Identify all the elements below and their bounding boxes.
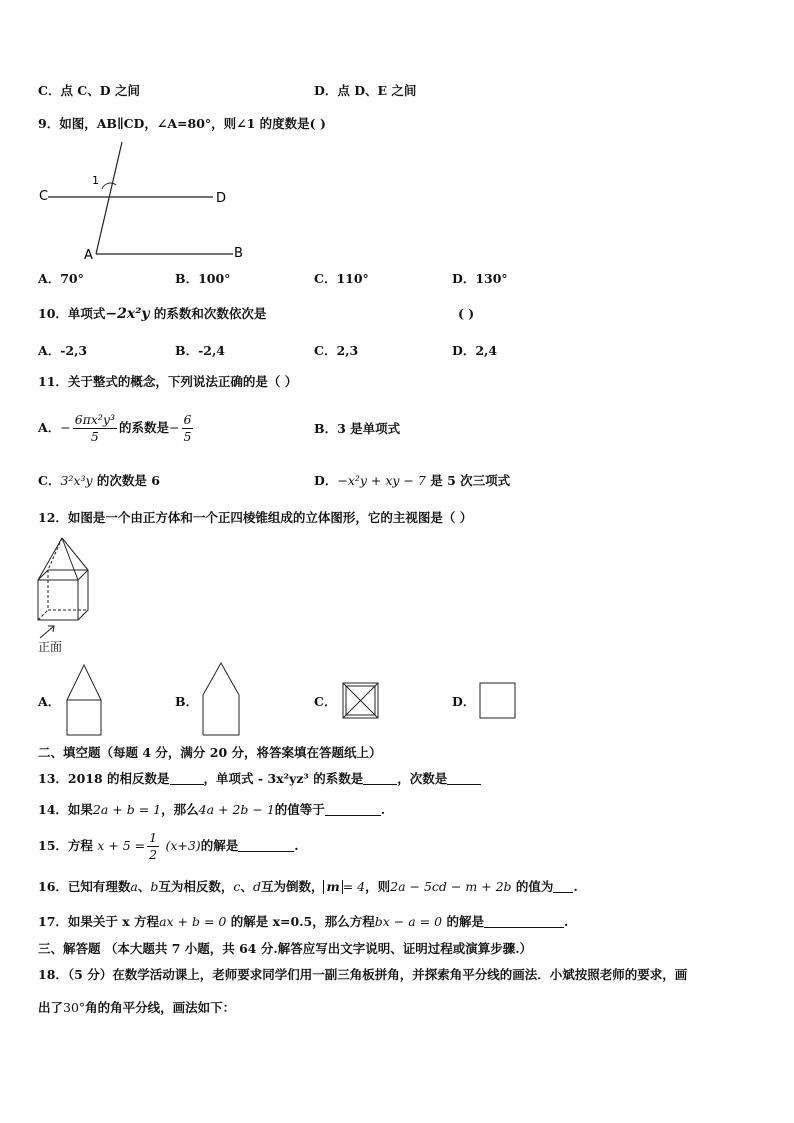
q16-var-c: c xyxy=(233,879,241,894)
q11-d-label: D． xyxy=(314,473,338,488)
q11-option-c xyxy=(38,473,160,489)
q11-option-d xyxy=(314,473,510,489)
q18-line-1: 18．（5 分）在数学活动课上，老师要求同学们用一副三角板拼角，并探索角平分线的画法．小斌按照老师的要求，画 xyxy=(38,967,688,982)
q11-a-numerator2: 6 xyxy=(183,412,192,427)
q16-text-3: 互为倒数， xyxy=(260,879,324,894)
q16-text-1: 16．已知有理数 xyxy=(38,879,131,894)
q9-label-d: D xyxy=(216,191,227,206)
q15-denominator: 2 xyxy=(149,847,158,862)
q16-sep-2: 、 xyxy=(240,879,253,894)
q13 xyxy=(38,771,481,787)
q17 xyxy=(38,914,568,930)
q10-answer-paren: ( ) xyxy=(458,306,475,321)
q11-a-label: A． xyxy=(38,420,61,435)
q8-option-c: C．点 C、D 之间 xyxy=(38,83,140,98)
q11-a-fraction2 xyxy=(182,412,194,445)
q15 xyxy=(38,828,299,864)
q11-d-expression: −x²y + xy − 7 xyxy=(337,473,426,488)
q10-prefix: 10．单项式 xyxy=(38,306,106,321)
q18-line-2 xyxy=(38,1000,235,1016)
q16-var-b: b xyxy=(150,879,159,894)
q13-text-1: 13．2018 的相反数是 xyxy=(38,771,170,786)
q16-abs-m: m xyxy=(323,880,342,894)
q10-suffix: 的系数和次数依次是 xyxy=(153,306,267,321)
q16-sep-1: 、 xyxy=(137,879,151,894)
q17-blank[interactable] xyxy=(484,915,564,928)
q11-option-a xyxy=(38,408,195,448)
q15-expression-1: x + 5 = xyxy=(97,838,146,853)
q15-blank[interactable] xyxy=(238,839,294,852)
q10-option-d: D．2,4 xyxy=(452,343,498,358)
q11-stem: 11．关于整式的概念，下列说法正确的是（ ） xyxy=(38,374,298,389)
q15-text-1: 15．方程 xyxy=(38,838,93,853)
q10-option-b: B．-2,4 xyxy=(175,343,226,358)
q11-c-label: C． xyxy=(38,473,61,488)
q12-stem: 12．如图是一个由正方体和一个正四棱锥组成的立体图形，它的主视图是（ ） xyxy=(38,510,473,525)
q12-option-c-label: C． xyxy=(314,694,337,709)
q17-expression-1: ax + b = 0 xyxy=(159,914,227,929)
q11-a-minus: − xyxy=(60,420,71,435)
q9-option-d: D．130° xyxy=(452,271,508,286)
q15-numerator: 1 xyxy=(149,830,158,845)
q9-option-a: A．70° xyxy=(38,271,84,286)
q11-c-expression: 3²x³y xyxy=(60,473,93,488)
q17-text-2: 的解是 x=0.5，那么方程 xyxy=(230,914,375,929)
q14-expression-2: 4a + 2b − 1 xyxy=(198,802,275,817)
section-3-heading: 三、解答题 （本大题共 7 小题，共 64 分.解答应写出文字说明、证明过程或演算步骤.） xyxy=(38,941,533,956)
q14 xyxy=(38,802,385,818)
q10-expression: −2x²y xyxy=(105,306,150,322)
q15-text-2: 的解是 xyxy=(200,838,239,853)
q16-var-d: d xyxy=(252,879,261,894)
q17-expression-2: bx − a = 0 xyxy=(374,914,443,929)
q11-a-denominator: 5 xyxy=(90,429,99,444)
q16 xyxy=(38,879,578,895)
q12-option-d-figure xyxy=(478,681,518,721)
q12-option-a-label: A． xyxy=(38,694,61,709)
q9-label-b: B xyxy=(234,246,243,261)
q14-period: . xyxy=(380,802,386,817)
q12-front-label: 正面 xyxy=(38,640,63,654)
q9-label-c: C xyxy=(39,189,49,204)
q11-a-denominator2: 5 xyxy=(183,429,192,444)
q14-expression-1: 2a + b = 1 xyxy=(92,802,162,817)
q15-period: . xyxy=(294,838,299,853)
q16-period: . xyxy=(573,879,578,894)
q15-expression-2: (x+3) xyxy=(165,838,201,853)
q12-solid-figure xyxy=(34,534,94,656)
q13-blank-1[interactable] xyxy=(170,772,204,785)
q16-blank[interactable] xyxy=(553,880,573,893)
q16-text-2: 互为相反数， xyxy=(158,879,234,894)
q14-text-3: 的值等于 xyxy=(274,802,325,817)
q16-expression-1: = 4 xyxy=(342,879,366,894)
q17-text-1: 17．如果关于 x 方程 xyxy=(38,914,160,929)
q10-option-c: C．2,3 xyxy=(314,343,359,358)
q9-label-1: 1 xyxy=(92,174,99,187)
q13-blank-2[interactable] xyxy=(363,772,397,785)
q9-figure xyxy=(30,135,260,265)
q12-option-c-figure xyxy=(341,681,381,721)
q13-text-3: ，次数是 xyxy=(397,771,448,786)
q12-option-a-figure xyxy=(64,662,104,738)
q16-text-5: 的值为 xyxy=(515,879,554,894)
q18-line-2-prefix: 出了 xyxy=(38,1000,64,1015)
section-2-heading: 二、填空题（每题 4 分，满分 20 分，将答案填在答题纸上） xyxy=(38,745,382,760)
q9-stem: 9．如图，AB∥CD，∠A=80°，则∠1 的度数是( ) xyxy=(38,116,326,131)
q10-option-a: A．-2,3 xyxy=(38,343,88,358)
q11-a-fraction xyxy=(73,412,117,445)
q14-blank[interactable] xyxy=(325,803,381,816)
q11-c-text: 的次数是 6 xyxy=(96,473,160,488)
q11-a-minus2: − xyxy=(169,420,180,435)
q13-text-2: ，单项式 - 3x²yz³ 的系数是 xyxy=(203,771,364,786)
q8-option-d: D．点 D、E 之间 xyxy=(314,83,417,98)
q18-line-2-suffix: 角的角平分线，画法如下： xyxy=(85,1000,236,1015)
q17-text-3: 的解是 xyxy=(446,914,484,929)
q9-option-b: B．100° xyxy=(175,271,231,286)
q12-option-b-figure xyxy=(200,660,242,738)
q12-option-d-label: D． xyxy=(452,694,476,709)
q16-text-4: ，则 xyxy=(365,879,391,894)
q11-option-b: B．3 是单项式 xyxy=(314,421,401,436)
q10-stem xyxy=(38,306,266,322)
q13-blank-3[interactable] xyxy=(447,772,481,785)
q9-option-c: C．110° xyxy=(314,271,369,286)
q11-d-text: 是 5 次三项式 xyxy=(430,473,511,488)
q11-a-middle-text: 的系数是 xyxy=(119,420,170,435)
q17-period: . xyxy=(563,914,569,929)
q15-fraction xyxy=(147,830,159,863)
q14-text-2: ，那么 xyxy=(161,802,199,817)
q18-angle: 30° xyxy=(63,1000,86,1015)
q12-option-b-label: B． xyxy=(175,694,199,709)
q16-expression-2: 2a − 5cd − m + 2b xyxy=(390,879,512,894)
q9-label-a: A xyxy=(84,248,93,263)
q11-a-numerator: 6πx²y³ xyxy=(74,412,115,427)
q16-var-a: a xyxy=(130,879,138,894)
q14-text-1: 14．如果 xyxy=(38,802,93,817)
